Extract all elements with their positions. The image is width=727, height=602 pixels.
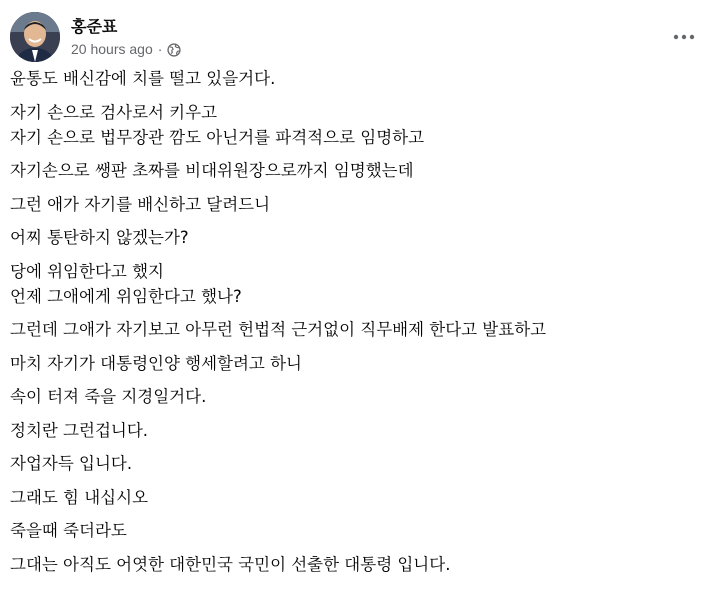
post-paragraph [10, 485, 710, 510]
timestamp[interactable]: 20 hours ago [71, 41, 153, 57]
post-paragraph [10, 192, 710, 217]
post-body [10, 66, 710, 585]
post-paragraph [10, 518, 710, 543]
post-header [10, 10, 710, 62]
post-text-line: 그런 애가 자기를 배신하고 달려드니 [10, 194, 271, 214]
post-text-line: 자업자득 입니다. [10, 454, 133, 473]
post-text-line: 마치 자기가 대통령인양 행세할려고 하니 [10, 353, 302, 373]
post-text-line: 언제 그애에게 위임한다고 했나? [10, 286, 242, 306]
post-meta [71, 41, 181, 57]
post-text-line: 자기 손으로 법무장관 깜도 아닌거를 파격적으로 임명하고 [10, 127, 425, 147]
post-paragraph [10, 225, 710, 250]
post-text-line: 당에 위임한다고 했지 [10, 261, 164, 281]
author-name[interactable]: 홍준표 [71, 17, 118, 36]
globe-icon[interactable] [167, 43, 181, 57]
post-paragraph [10, 317, 710, 342]
post-paragraph [10, 351, 710, 376]
post-text-line: 죽을때 죽더라도 [10, 521, 127, 540]
post-text-line: 속이 터져 죽을 지경일거다. [10, 387, 207, 406]
post-text-line: 자기 손으로 검사로서 키우고 [10, 102, 218, 122]
post-text-line: 윤통도 배신감에 치를 떨고 있을거다. [10, 69, 276, 88]
post-text-line: 그래도 힘 내십시오 [10, 487, 149, 507]
meta-separator: · [157, 41, 163, 57]
post-paragraph [10, 259, 710, 309]
post-paragraph [10, 158, 710, 183]
post-paragraph [10, 451, 710, 476]
post-text-line: 그런데 그애가 자기보고 아무런 헌법적 근거없이 직무배제 한다고 발표하고 [10, 320, 547, 339]
post-paragraph [10, 100, 710, 150]
post-paragraph [10, 384, 710, 409]
post-text-line: 정치란 그런겁니다. [10, 420, 149, 440]
post-text-line: 자기손으로 쌩판 초짜를 비대위원장으로까지 임명했는데 [10, 161, 414, 180]
post-paragraph [10, 66, 710, 91]
post-paragraph [10, 418, 710, 443]
post-paragraph [10, 552, 710, 577]
more-options-icon[interactable] [668, 25, 700, 49]
post-text-line: 어찌 통탄하지 않겠는가? [10, 228, 189, 247]
post-text-line: 그대는 아직도 어엿한 대한민국 국민이 선출한 대통령 입니다. [10, 554, 451, 574]
avatar[interactable] [10, 12, 60, 62]
